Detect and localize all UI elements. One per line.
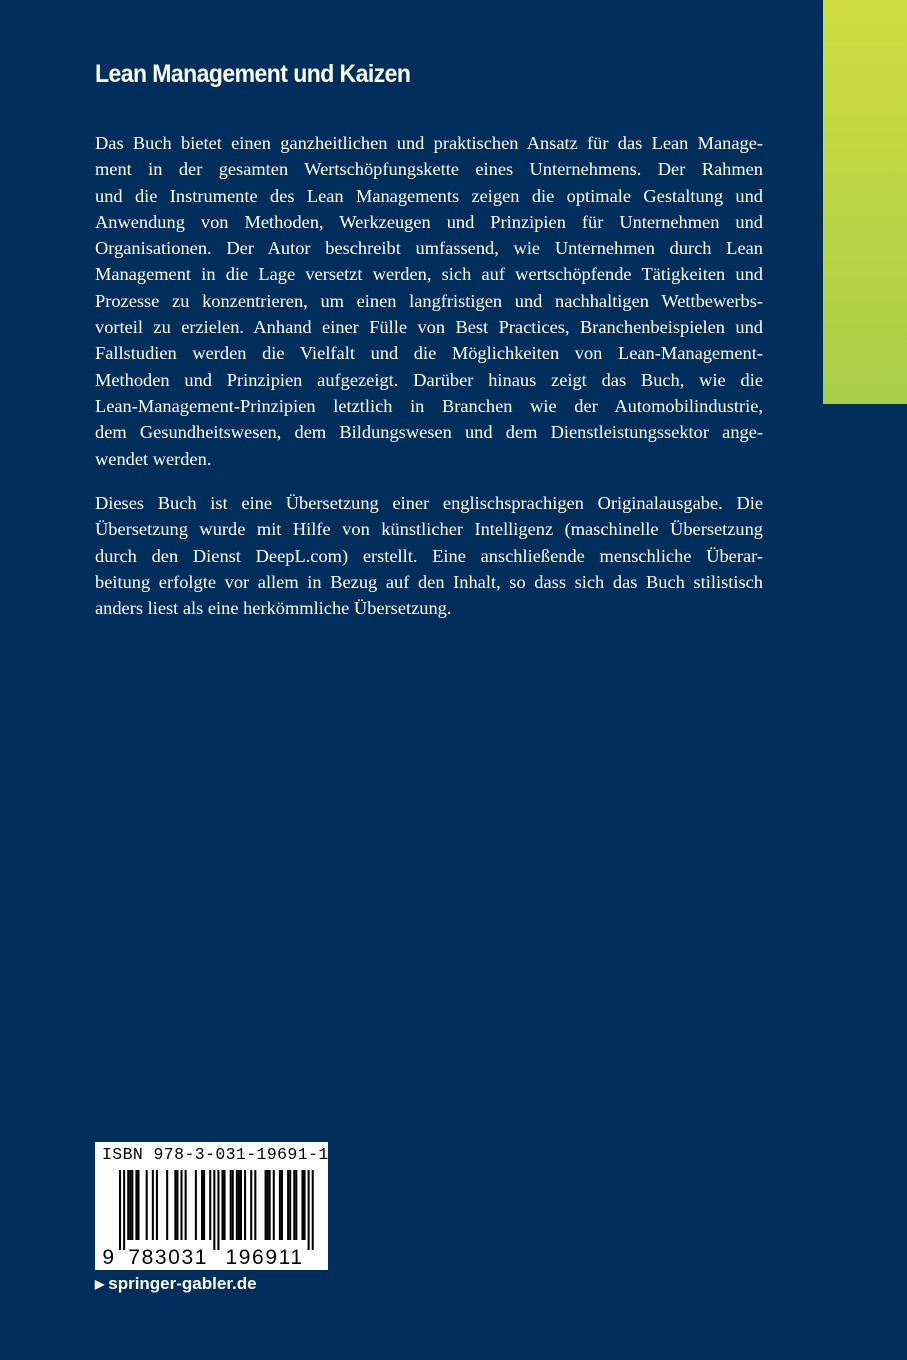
translation-note [95, 490, 763, 621]
barcode-bar [127, 1170, 129, 1240]
barcode-digits: 783031 [128, 1246, 209, 1269]
barcode-bar [244, 1170, 246, 1240]
description-line: Prozesse zu konzentrieren, um einen langfristigen und nachhaltigen Wettbewerbs- [95, 290, 763, 311]
description-line: Das Buch bietet einen ganzheitlichen und praktischen Ansatz für das Lean Manage- [95, 133, 763, 153]
description-line: wendet werden. [95, 448, 212, 469]
publisher-link[interactable] [95, 1274, 257, 1294]
note-line: Übersetzung wurde mit Hilfe von künstlicher Intelligenz (maschinelle Übersetzung [95, 519, 763, 540]
barcode-guard-bar [217, 1170, 219, 1250]
barcode-bar [185, 1170, 187, 1240]
barcode-bar [224, 1170, 226, 1240]
barcode-bar [273, 1170, 275, 1240]
description-line: Lean-Management-Prinzipien letztlich in Branchen wie der Automobilindustrie, [95, 395, 763, 416]
barcode-guard-bar [312, 1170, 314, 1250]
barcode-bar [137, 1170, 139, 1240]
description-line: vorteil zu erzielen. Anhand einer Fülle von Best Practices, Branchenbeispielen und [95, 317, 763, 338]
barcode-digits: 196911 [225, 1246, 304, 1269]
isbn-barcode [95, 1142, 328, 1270]
note-line: beitung erfolgte vor allem in Bezug auf den Inhalt, so dass sich das Buch stilistisch [95, 571, 763, 592]
description-line: ment in der gesamten Wertschöpfungskette eines Unternehmens. Der Rahmen [95, 159, 763, 180]
barcode-bar [201, 1170, 203, 1240]
isbn-label: ISBN 978-3-031-19691-1 [102, 1145, 329, 1164]
description-line: und die Instrumente des Lean Managements zeigen die optimale Gestaltung und [95, 185, 763, 206]
accent-bar [823, 0, 907, 404]
note-line: anders liest als eine herkömmliche Übersetzung. [95, 598, 452, 619]
barcode-bar [209, 1170, 211, 1240]
barcode-bar [135, 1170, 137, 1240]
barcode-graphic [95, 1142, 328, 1270]
publisher-url: springer-gabler.de [108, 1274, 257, 1293]
barcode-guard-bar [119, 1170, 121, 1250]
barcode-bar [203, 1170, 205, 1240]
barcode-bar [295, 1170, 297, 1240]
barcode-bar [254, 1170, 256, 1240]
barcode-bar [176, 1170, 178, 1240]
note-line: durch den Dienst DeepL.com) erstellt. Eine anschließende menschliche Überar- [95, 545, 763, 566]
barcode-bar [236, 1170, 238, 1240]
barcode-bar [174, 1170, 176, 1240]
description-line: Fallstudien werden die Vielfalt und die Möglichkeiten von Lean-Management- [95, 343, 763, 364]
barcode-bar [269, 1170, 271, 1240]
barcode-bar [279, 1170, 281, 1240]
barcode-bar [181, 1170, 183, 1240]
barcode-bar [222, 1170, 224, 1240]
barcode-bar [156, 1170, 158, 1240]
barcode-guard-bar [213, 1170, 215, 1250]
barcode-guard-bar [308, 1170, 310, 1250]
book-title: Lean Management und Kaizen [95, 60, 411, 88]
book-description [95, 130, 763, 472]
description-line: Methoden und Prinzipien aufgezeigt. Darüber hinaus zeigt das Buch, wie die [95, 369, 763, 390]
barcode-digits: 9 [102, 1246, 116, 1269]
barcode-bar [230, 1170, 232, 1240]
barcode-bar [265, 1170, 267, 1240]
barcode-bar [166, 1170, 168, 1240]
barcode-bar [304, 1170, 306, 1240]
barcode-bar [129, 1170, 131, 1240]
barcode-bar [281, 1170, 283, 1240]
description-line: Anwendung von Methoden, Werkzeugen und Prinzipien für Unternehmen und [95, 211, 763, 232]
barcode-bar [267, 1170, 269, 1240]
barcode-bar [289, 1170, 291, 1240]
barcode-bar [146, 1170, 148, 1240]
barcode-bar [152, 1170, 154, 1240]
barcode-bar [232, 1170, 234, 1240]
description-line: dem Gesundheitswesen, dem Bildungswesen und dem Dienstleistungssektor ange- [95, 422, 763, 443]
description-line: Management in die Lage versetzt werden, sich auf wertschöpfende Tätigkeiten und [95, 264, 763, 285]
barcode-bar [301, 1170, 303, 1240]
description-line: Organisationen. Der Autor beschreibt umfassend, wie Unternehmen durch Lean [95, 238, 763, 259]
arrow-right-icon: ▶ [95, 1277, 105, 1291]
barcode-bar [287, 1170, 289, 1240]
barcode-bar [293, 1170, 295, 1240]
barcode-bar [195, 1170, 197, 1240]
note-line: Dieses Buch ist eine Übersetzung einer englischsprachigen Originalausgabe. Die [95, 493, 763, 513]
barcode-bar [250, 1170, 252, 1240]
barcode-bar [131, 1170, 133, 1240]
barcode-bar [238, 1170, 240, 1240]
barcode-bar [240, 1170, 242, 1240]
barcode-guard-bar [123, 1170, 125, 1250]
